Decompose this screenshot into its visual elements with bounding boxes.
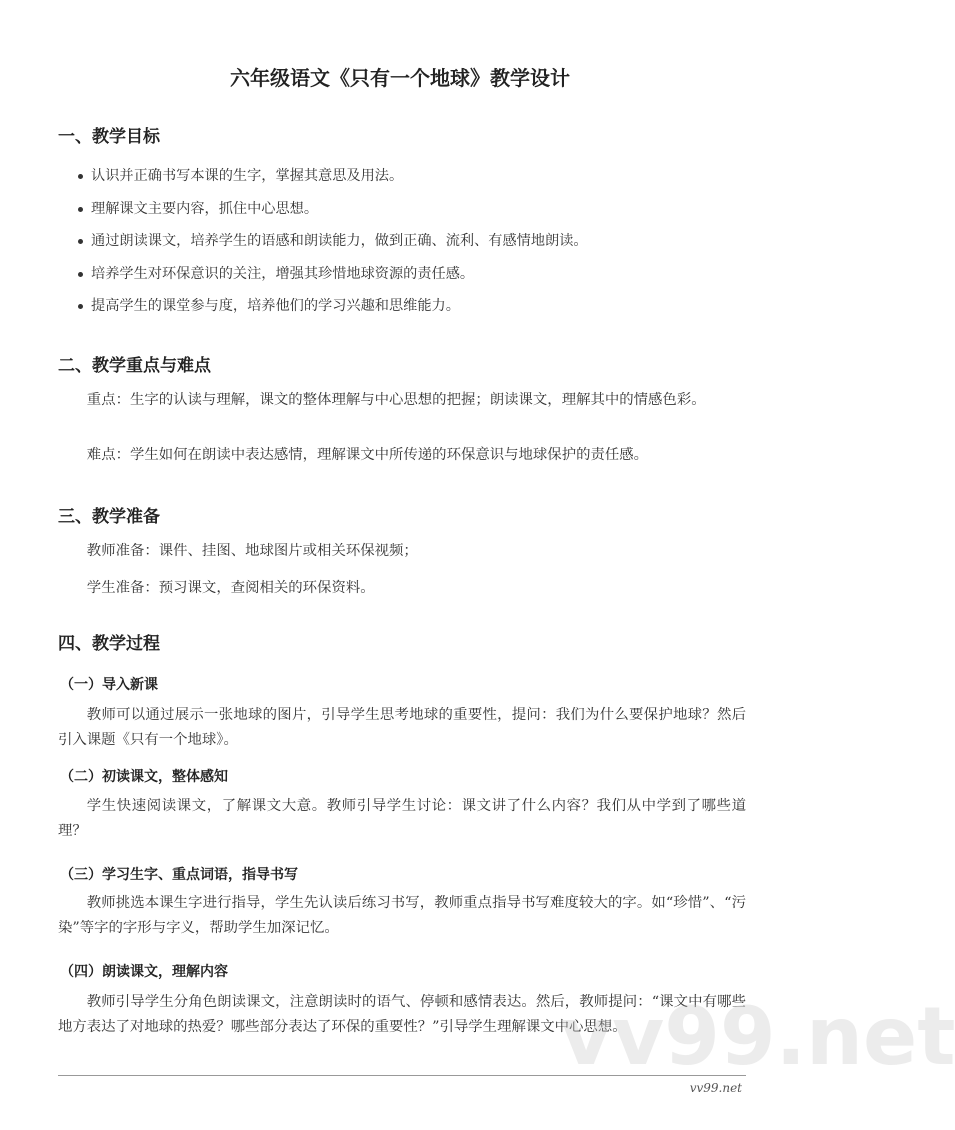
- subsection-heading: （四）朗读课文，理解内容: [60, 964, 228, 980]
- paragraph-difficulty: 难点：学生如何在朗读中表达感情，理解课文中所传递的环保意识与地球保护的责任感。: [86, 447, 649, 463]
- subsection-heading: （三）学习生字、重点词语，指导书写: [60, 867, 298, 883]
- bullet-icon: [78, 174, 83, 179]
- list-item-text: 理解课文主要内容，抓住中心思想。: [91, 201, 319, 217]
- list-item: [78, 165, 766, 185]
- list-item-text: 通过朗读课文，培养学生的语感和朗读能力，做到正确、流利、有感情地朗读。: [91, 233, 588, 249]
- footer-site: vv99.net: [689, 1081, 742, 1095]
- section-heading-process: 四、教学过程: [58, 634, 160, 654]
- subsection-heading: （二）初读课文，整体感知: [60, 769, 228, 785]
- paragraph-student-prep: 学生准备：预习课文，查阅相关的环保资料。: [86, 580, 375, 596]
- bullet-icon: [78, 304, 83, 309]
- footer-divider: [58, 1075, 746, 1076]
- section-heading-goals: 一、教学目标: [58, 127, 160, 147]
- bullet-icon: [78, 239, 83, 244]
- subsection-text: 教师可以通过展示一张地球的图片，引导学生思考地球的重要性，提问：我们为什么要保护地球？然后引入课题《只有一个地球》。: [58, 707, 746, 748]
- section-heading-key-points: 二、教学重点与难点: [58, 356, 211, 376]
- list-item-text: 认识并正确书写本课的生字，掌握其意思及用法。: [91, 168, 404, 184]
- paragraph-teacher-prep: 教师准备：课件、挂图、地球图片或相关环保视频；: [86, 543, 418, 559]
- paragraph-key-point: 重点：生字的认读与理解，课文的整体理解与中心思想的把握；朗读课文，理解其中的情感色彩。: [86, 392, 706, 408]
- document-title: 六年级语文《只有一个地球》教学设计: [230, 66, 570, 90]
- list-item-text: 培养学生对环保意识的关注，增强其珍惜地球资源的责任感。: [91, 266, 475, 282]
- bullet-icon: [78, 272, 83, 277]
- list-item-text: 提高学生的课堂参与度，培养他们的学习兴趣和思维能力。: [91, 298, 460, 314]
- subsection-heading: （一）导入新课: [60, 677, 158, 693]
- bullet-icon: [78, 207, 83, 212]
- list-item: [78, 263, 766, 283]
- subsection-text: 学生快速阅读课文，了解课文大意。教师引导学生讨论：课文讲了什么内容？我们从中学到了哪些道理？: [58, 798, 746, 839]
- list-item: [78, 230, 766, 250]
- watermark: vv99.net: [560, 990, 955, 1083]
- list-item: [78, 295, 766, 315]
- list-item: [78, 198, 766, 218]
- section-heading-preparation: 三、教学准备: [58, 507, 160, 527]
- subsection-text: 教师引导学生分角色朗读课文，注意朗读时的语气、停顿和感情表达。然后，教师提问：“课文中有哪些地方表达了对地球的热爱？哪些部分表达了环保的重要性？”引导学生理解课文中心思想。: [58, 994, 746, 1035]
- subsection-text: 教师挑选本课生字进行指导，学生先认读后练习书写，教师重点指导书写难度较大的字。如“珍惜”、“污染”等字的字形与字义，帮助学生加深记忆。: [58, 895, 746, 936]
